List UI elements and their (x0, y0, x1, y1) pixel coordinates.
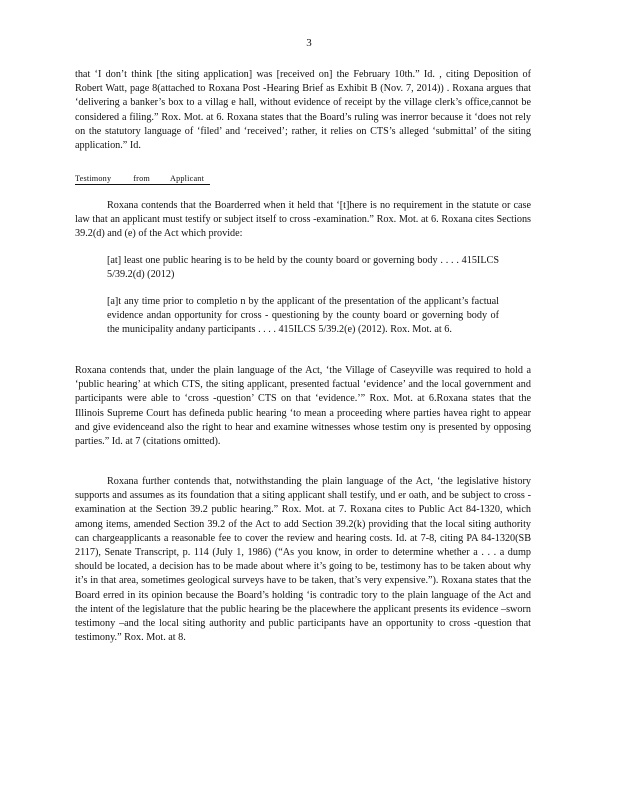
paragraph-plain-language: Roxana contends that, under the plain language of the Act, ‘the Village of Caseyville was required to hold a ‘public hearing’ at which CTS, the siting applicant, presented factual ‘evidence’ and the local government and participants were able to ‘cross -question’ CTS on that ‘evidence.’” Rox. Mot. at 6.Roxana states that the Illinois Supreme Court has defineda public hearing ‘to mean a proceeding where parties havea right to appear and give evidenceand also the right to hear and examine witnesses whose testim ony is presented by opposing parties.” Id. at 7 (citations omitted). (75, 365, 531, 448)
heading-word-applicant: Applicant (169, 174, 205, 183)
section-heading (75, 174, 210, 185)
page-number: 3 (306, 37, 312, 49)
quote-section-39-2-e: [a]t any time prior to completio n by the applicant of the presentation of the applicant’s factual evidence andan opportunity for cross - questioning by the county board or governing body of the municipality andany participants . . . . 415ILCS 5/39.2(e) (2012). Rox. Mot. at 6. (107, 296, 499, 336)
heading-word-testimony: Testimony (75, 174, 112, 183)
heading-word-from: from (133, 174, 150, 183)
paragraph-date-received: that ‘I don’t think [the siting application] was [received on] the February 10th.” Id. , citing Deposition of Robert Watt, page 8(attached to Roxana Post -Hearing Brief as Exhibit B (Nov. 7, 2014)) . Roxana argues that ‘delivering a banker’s box to a villag e hall, without evidence of receipt by the village clerk’s office,cannot be considered a filing.” Rox. Mot. at 6. Roxana states that the Board’s ruling was inerror because it ‘does not rely on the statutory language of ‘filed’ and ‘received’; rather, it relies on CTS’s alleged ‘submittal’ of the siting application.” Id. (75, 69, 531, 152)
quote-section-39-2-d: [at] least one public hearing is to be held by the county board or governing body . . . . 415ILCS 5/39.2(d) (2012) (107, 255, 499, 281)
paragraph-roxana-contends: Roxana contends that the Boarderred when it held that ‘[t]here is no requirement in the statute or case law that an applicant must testify or subject itself to cross -examination.” Rox. Mot. at 6. Roxana cites Sections 39.2(d) and (e) of the Act which provide: (75, 200, 531, 240)
paragraph-legislative-history: Roxana further contends that, notwithstanding the plain language of the Act, ‘the legislative history supports and assumes as its foundation that a siting applicant shall testify, und er oath, and be subject to cross -examination at the Section 39.2 public hearing.” Rox. Mot. at 7. Roxana cites to Public Act 84-1320, which among items, amended Section 39.2 of the Act to add Section 39.2(k) providing that the local siting authority can chargeapplicants a reasonable fee to cover the review and hearing costs. Id. at 7-8, citing PA 84-1320(SB 2117), Senate Transcript, p. 114 (July 1, 1986) (“As you know, in order to determine whether a . . . a dump should be located, a decision has to be made about where it’s going to be, testimony has to be taken about why it’s in that area, sometimes geological surveys have to be taken, that’s very expensive.”). Roxana states that the Board erred in its opinion because the Board’s holding ‘is contradic tory to the plain language of the Act and the intent of the legislature that the public hearing be the placewhere the applicant presents its evidence –sworn testimony –and the local siting authority and public participants have an opportunity to cross -question that testimony.” Rox. Mot. at 8. (75, 476, 531, 644)
